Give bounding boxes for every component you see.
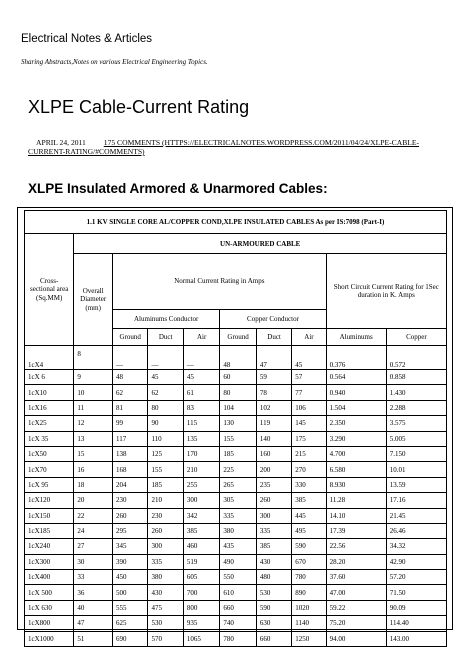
table-cell: 690 [113, 631, 148, 646]
table-cell: 5.005 [386, 431, 446, 446]
table-cell: 890 [292, 585, 326, 600]
header-al-ground: Ground [113, 329, 148, 346]
table-cell: 385 [292, 493, 326, 508]
table-cell: 2.288 [386, 400, 446, 415]
table-cell: 115 [183, 416, 220, 431]
table-cell: 33 [74, 570, 113, 585]
table-cell: 59.22 [326, 600, 386, 615]
table-cell: 94.00 [326, 631, 386, 646]
table-row [25, 385, 447, 400]
table-cell: 145 [292, 416, 326, 431]
table-cell: 125 [148, 446, 183, 461]
header-al-air: Air [183, 329, 220, 346]
table-cell: 102 [256, 400, 291, 415]
table-cell: 34.32 [386, 539, 446, 554]
table-cell: 7.150 [386, 446, 446, 461]
table-cell: 490 [220, 554, 257, 569]
table-cell: 380 [148, 570, 183, 585]
table-cell: 385 [256, 539, 291, 554]
table-cell: 60 [220, 370, 257, 385]
table-cell: 138 [113, 446, 148, 461]
table-cell: 260 [113, 508, 148, 523]
table-cell: 24 [74, 523, 113, 538]
post-title: XLPE Cable-Current Rating [28, 97, 250, 117]
table-cell: 57.20 [386, 570, 446, 585]
table-cell: 480 [256, 570, 291, 585]
table-cell: 255 [183, 477, 220, 492]
table-cell: 12 [74, 416, 113, 431]
table-row [25, 631, 447, 646]
table-cell: 335 [220, 508, 257, 523]
table-cell: 10 [74, 385, 113, 400]
table-cell: 45 [183, 370, 220, 385]
table-cell: 42.90 [386, 554, 446, 569]
table-cell: 81 [113, 400, 148, 415]
table-cell: 260 [256, 493, 291, 508]
table-row [25, 446, 447, 461]
table-cell: 1cX 500 [25, 585, 74, 600]
table-cell: 47 [74, 616, 113, 631]
header-sc-aluminums: Aluminums [326, 329, 386, 346]
section-heading: XLPE Insulated Armored & Unarmored Cables: [28, 181, 328, 196]
table-cell: 62 [148, 385, 183, 400]
table-cell: 1cX25 [25, 416, 74, 431]
table-cell: 106 [292, 400, 326, 415]
table-cell: 22.56 [326, 539, 386, 554]
header-al-duct: Duct [148, 329, 183, 346]
table-cell: 335 [256, 523, 291, 538]
table-cell: 40 [74, 600, 113, 615]
header-cu-ground: Ground [220, 329, 257, 346]
table-row [25, 570, 447, 585]
table-cell: 610 [220, 585, 257, 600]
table-cell: 80 [220, 385, 257, 400]
table-cell: 935 [183, 616, 220, 631]
table-cell: 475 [148, 600, 183, 615]
table-cell: 1.504 [326, 400, 386, 415]
header-short-circuit: Short Circuit Current Rating for 1Sec duration in K. Amps [326, 254, 446, 329]
table-cell: 117 [113, 431, 148, 446]
table-cell: 495 [292, 523, 326, 538]
table-cell: 9 [74, 370, 113, 385]
table-row [25, 462, 447, 477]
table-cell: 160 [256, 446, 291, 461]
table-cell: 90.09 [386, 600, 446, 615]
table-row [25, 493, 447, 508]
table-cell: 17.16 [386, 493, 446, 508]
table-row [25, 400, 447, 415]
table-cell: 1cX800 [25, 616, 74, 631]
table-cell: 435 [220, 539, 257, 554]
table-cell: 1cX16 [25, 400, 74, 415]
table-cell: 660 [220, 600, 257, 615]
header-overall-diameter: Overall Diameter (mm) [74, 254, 113, 346]
table-cell: 83 [183, 400, 220, 415]
table-cell: 450 [113, 570, 148, 585]
current-rating-table [24, 210, 447, 647]
table-cell: 8.930 [326, 477, 386, 492]
table-cell: 345 [113, 539, 148, 554]
table-cell: 26.46 [386, 523, 446, 538]
table-cell: 1cX10 [25, 385, 74, 400]
table-cell: 59 [256, 370, 291, 385]
header-normal-rating: Normal Current Rating in Amps [113, 254, 327, 310]
table-cell: 62 [113, 385, 148, 400]
table-cell: — [113, 346, 148, 370]
table-cell: 300 [183, 493, 220, 508]
table-cell: 210 [148, 493, 183, 508]
table-cell: 1140 [292, 616, 326, 631]
table-cell: 13 [74, 431, 113, 446]
table-cell: 15 [74, 446, 113, 461]
table-cell: 1cX150 [25, 508, 74, 523]
table-cell: 47 [256, 346, 291, 370]
table-cell: 780 [220, 631, 257, 646]
table-row [25, 370, 447, 385]
table-cell: 90 [148, 416, 183, 431]
table-cell: 57 [292, 370, 326, 385]
table-cell: 230 [113, 493, 148, 508]
table-cell: 47.00 [326, 585, 386, 600]
table-cell: 77 [292, 385, 326, 400]
table-cell: 800 [183, 600, 220, 615]
table-cell: 48 [113, 370, 148, 385]
table-cell: 780 [292, 570, 326, 585]
table-cell: 210 [183, 462, 220, 477]
table-cell: 519 [183, 554, 220, 569]
table-cell: 385 [183, 523, 220, 538]
table-cell: 3.290 [326, 431, 386, 446]
table-cell: 21.45 [386, 508, 446, 523]
table-row [25, 554, 447, 569]
table-cell: 1cX 630 [25, 600, 74, 615]
header-sc-copper: Copper [386, 329, 446, 346]
table-cell: 143.00 [386, 631, 446, 646]
table-cell: 430 [148, 585, 183, 600]
table-cell: 119 [256, 416, 291, 431]
table-cell: 430 [256, 554, 291, 569]
table-cell: 22 [74, 508, 113, 523]
table-cell: 1cX 95 [25, 477, 74, 492]
table-caption: 1.1 KV SINGLE CORE AL/COPPER COND,XLPE INSULATED CABLES As per IS:7098 (Part-I) [25, 211, 447, 234]
table-cell: 625 [113, 616, 148, 631]
table-cell: 230 [148, 508, 183, 523]
table-cell: 555 [113, 600, 148, 615]
table-cell: 300 [256, 508, 291, 523]
table-cell: 185 [148, 477, 183, 492]
header-cu-air: Air [292, 329, 326, 346]
table-cell: 17.39 [326, 523, 386, 538]
table-cell: 235 [256, 477, 291, 492]
table-cell: 1cX400 [25, 570, 74, 585]
table-cell: 10.01 [386, 462, 446, 477]
table-cell: 0.376 [326, 346, 386, 370]
table-cell: 80 [148, 400, 183, 415]
table-cell: 550 [220, 570, 257, 585]
table-cell: 175 [292, 431, 326, 446]
table-cell: 530 [148, 616, 183, 631]
header-aluminum-conductor: Aluminums Conductor [113, 310, 220, 329]
table-cell: 200 [256, 462, 291, 477]
table-cell: 445 [292, 508, 326, 523]
table-cell: 0.858 [386, 370, 446, 385]
table-cell: 300 [148, 539, 183, 554]
table-cell: 99 [113, 416, 148, 431]
table-row [25, 600, 447, 615]
table-cell: 130 [220, 416, 257, 431]
table-cell: 1cX1000 [25, 631, 74, 646]
table-cell: 660 [256, 631, 291, 646]
table-cell: 6.580 [326, 462, 386, 477]
table-row [25, 346, 447, 370]
table-cell: 16 [74, 462, 113, 477]
table-cell: 342 [183, 508, 220, 523]
table-cell: 1cX185 [25, 523, 74, 538]
post-date[interactable]: APRIL 24, 2011 [36, 138, 86, 147]
table-cell: 1cX300 [25, 554, 74, 569]
table-cell: 1cX4 [25, 346, 74, 370]
table-cell: 11 [74, 400, 113, 415]
table-cell: 0.940 [326, 385, 386, 400]
table-cell: 1065 [183, 631, 220, 646]
table-cell: 590 [292, 539, 326, 554]
table-cell: 110 [148, 431, 183, 446]
table-cell: 51 [74, 631, 113, 646]
table-cell: 28.20 [326, 554, 386, 569]
table-cell: 2.350 [326, 416, 386, 431]
table-cell: 140 [256, 431, 291, 446]
table-cell: 605 [183, 570, 220, 585]
table-body [25, 346, 447, 647]
table-cell: 530 [256, 585, 291, 600]
table-cell: 570 [148, 631, 183, 646]
table-cell: — [148, 346, 183, 370]
table-cell: 390 [113, 554, 148, 569]
table-cell: 204 [113, 477, 148, 492]
header-cu-duct: Duct [256, 329, 291, 346]
table-cell: 48 [220, 346, 257, 370]
table-row [25, 585, 447, 600]
table-cell: 45 [292, 346, 326, 370]
table-cell: 1cX70 [25, 462, 74, 477]
table-row [25, 523, 447, 538]
table-cell: 14.10 [326, 508, 386, 523]
table-cell: 155 [220, 431, 257, 446]
table-cell: 0.564 [326, 370, 386, 385]
site-tagline: Sharing Abstracts,Notes on various Electrical Engineering Topics. [21, 58, 208, 66]
table-cell: 104 [220, 400, 257, 415]
table-cell: 335 [148, 554, 183, 569]
table-subcaption: UN-ARMOURED CABLE [74, 234, 447, 254]
table-cell: 170 [183, 446, 220, 461]
table-cell: 45 [148, 370, 183, 385]
table-cell: 740 [220, 616, 257, 631]
table-cell: 215 [292, 446, 326, 461]
table-cell: 1.430 [386, 385, 446, 400]
table-cell: 1020 [292, 600, 326, 615]
table-cell: 500 [113, 585, 148, 600]
table-cell: 305 [220, 493, 257, 508]
table-row [25, 616, 447, 631]
table-cell: 700 [183, 585, 220, 600]
table-row [25, 431, 447, 446]
table-cell: 460 [183, 539, 220, 554]
table-cell: 185 [220, 446, 257, 461]
table-cell: — [183, 346, 220, 370]
table-cell: 71.50 [386, 585, 446, 600]
table-cell: 225 [220, 462, 257, 477]
table-cell: 37.60 [326, 570, 386, 585]
table-cell: 295 [113, 523, 148, 538]
table-cell: 8 [74, 346, 113, 370]
table-cell: 75.20 [326, 616, 386, 631]
table-cell: 260 [148, 523, 183, 538]
table-cell: 1250 [292, 631, 326, 646]
post-meta [28, 138, 448, 156]
table-cell: 78 [256, 385, 291, 400]
table-cell: 61 [183, 385, 220, 400]
table-cell: 1cX120 [25, 493, 74, 508]
table-cell: 265 [220, 477, 257, 492]
table-cell: 18 [74, 477, 113, 492]
table-cell: 4.700 [326, 446, 386, 461]
table-cell: 36 [74, 585, 113, 600]
comments-link[interactable]: 175 COMMENTS (HTTPS://ELECTRICALNOTES.WORDPRESS.COM/2011/04/24/XLPE-CABLE-CURRENT-RATING/#COMMENTS) [28, 138, 420, 156]
table-cell: 1cX 6 [25, 370, 74, 385]
table-cell: 27 [74, 539, 113, 554]
table-cell: 630 [256, 616, 291, 631]
table-cell: 168 [113, 462, 148, 477]
header-copper-conductor: Copper Conductor [220, 310, 326, 329]
table-cell: 1cX 35 [25, 431, 74, 446]
table-cell: 590 [256, 600, 291, 615]
table-cell: 114.40 [386, 616, 446, 631]
table-cell: 1cX50 [25, 446, 74, 461]
table-cell: 330 [292, 477, 326, 492]
table-cell: 11.28 [326, 493, 386, 508]
table-row [25, 508, 447, 523]
table-row [25, 416, 447, 431]
header-cross-section: Cross-sectional area (Sq.MM) [25, 234, 74, 346]
table-cell: 3.575 [386, 416, 446, 431]
table-cell: 20 [74, 493, 113, 508]
table-row [25, 477, 447, 492]
table-cell: 670 [292, 554, 326, 569]
table-cell: 135 [183, 431, 220, 446]
site-title[interactable]: Electrical Notes & Articles [21, 33, 153, 45]
table-cell: 270 [292, 462, 326, 477]
table-cell: 1cX240 [25, 539, 74, 554]
table-cell: 13.59 [386, 477, 446, 492]
table-cell: 380 [220, 523, 257, 538]
table-row [25, 539, 447, 554]
table-cell: 30 [74, 554, 113, 569]
table-cell: 0.572 [386, 346, 446, 370]
table-cell: 155 [148, 462, 183, 477]
